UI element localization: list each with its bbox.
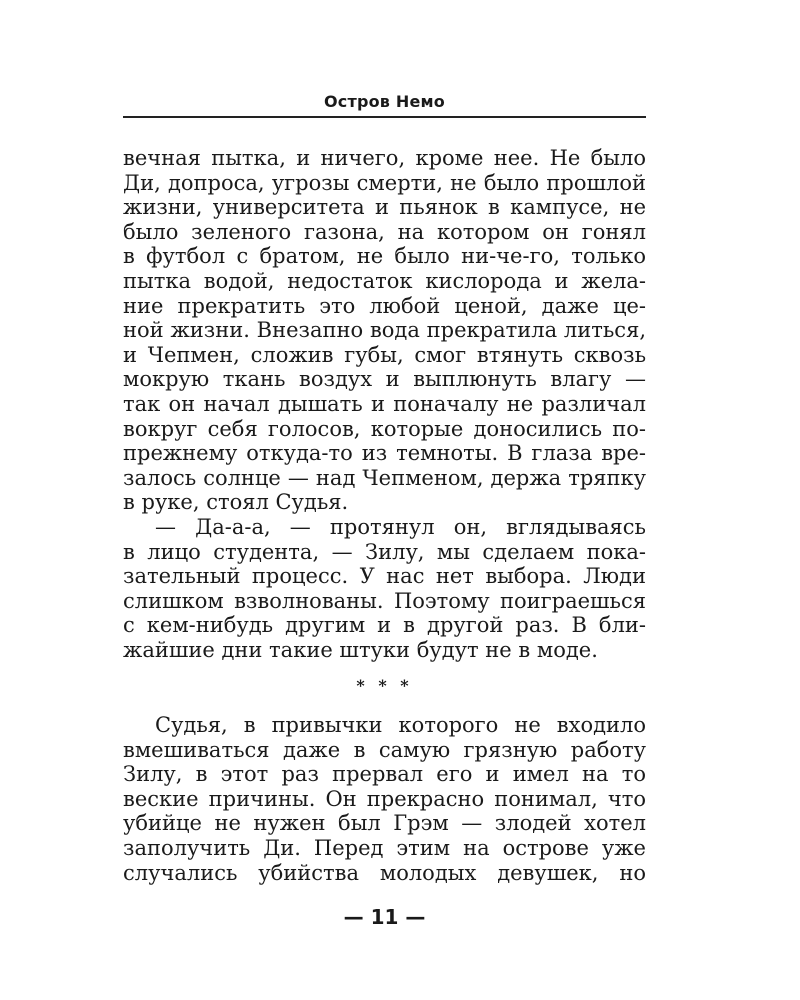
text-line: веские причины. Он прекрасно понимал, что <box>123 786 646 811</box>
running-head-title: Остров Немо <box>323 92 445 111</box>
page-number: — 11 — <box>343 905 426 929</box>
text-line: залось солнце — над Чепменом, держа тряпку <box>123 465 646 490</box>
section-separator: * * * <box>356 676 413 695</box>
text-line: случались убийства молодых девушек, но <box>123 860 646 885</box>
header-rule <box>123 116 646 118</box>
text-line: с кем-нибудь другим и в другой раз. В бли- <box>123 613 646 638</box>
text-line: ние прекратить это любой ценой, даже це- <box>123 293 646 318</box>
text-line: мокрую ткань воздух и выплюнуть влагу — <box>123 367 646 392</box>
text-line: в лицо студента, — Зилу, мы сделаем пока- <box>123 539 646 564</box>
text-line: в футбол с братом, не было ни-че-го, только <box>123 244 646 269</box>
text-line: было зеленого газона, на котором он гонял <box>123 219 646 244</box>
text-line: Судья, в привычки которого не входило <box>155 713 646 737</box>
dialogue-line: — Да-а-а, — протянул он, вглядываясь <box>155 514 646 539</box>
text-line: вмешиваться даже в самую грязную работу <box>123 737 646 762</box>
text-line: жайшие дни такие штуки будут не в моде. <box>123 637 598 662</box>
text-line: Зилу, в этот раз прервал его и имел на то <box>123 762 646 787</box>
text-line: жизни, университета и пьянок в кампусе, не <box>123 195 646 220</box>
text-line: так он начал дышать и поначалу не различал <box>123 391 646 416</box>
text-line: пытка водой, недостаток кислорода и жела- <box>123 268 646 293</box>
text-line: Ди, допроса, угрозы смерти, не было прошлой <box>123 170 646 195</box>
text-line: ной жизни. Внезапно вода прекратила литься, <box>123 318 646 343</box>
text-line: слишком взволнованы. Поэтому поиграешься <box>123 588 646 613</box>
text-line: прежнему откуда-то из темноты. В глаза вре- <box>123 441 646 466</box>
text-line: вокруг себя голосов, которые доносились по- <box>123 416 646 441</box>
text-line: зательный процесс. У нас нет выбора. Люди <box>123 564 646 589</box>
text-block-1 <box>123 146 646 662</box>
text-line: заполучить Ди. Перед этим на острове уже <box>123 835 646 860</box>
text-line: в руке, стоял Судья. <box>123 490 349 515</box>
text-block-2 <box>123 713 646 885</box>
text-line: вечная пытка, и ничего, кроме нее. Не было <box>123 146 646 170</box>
text-line: убийце не нужен был Грэм — злодей хотел <box>123 811 646 836</box>
text-line: и Чепмен, сложив губы, смог втянуть сквозь <box>123 342 646 367</box>
